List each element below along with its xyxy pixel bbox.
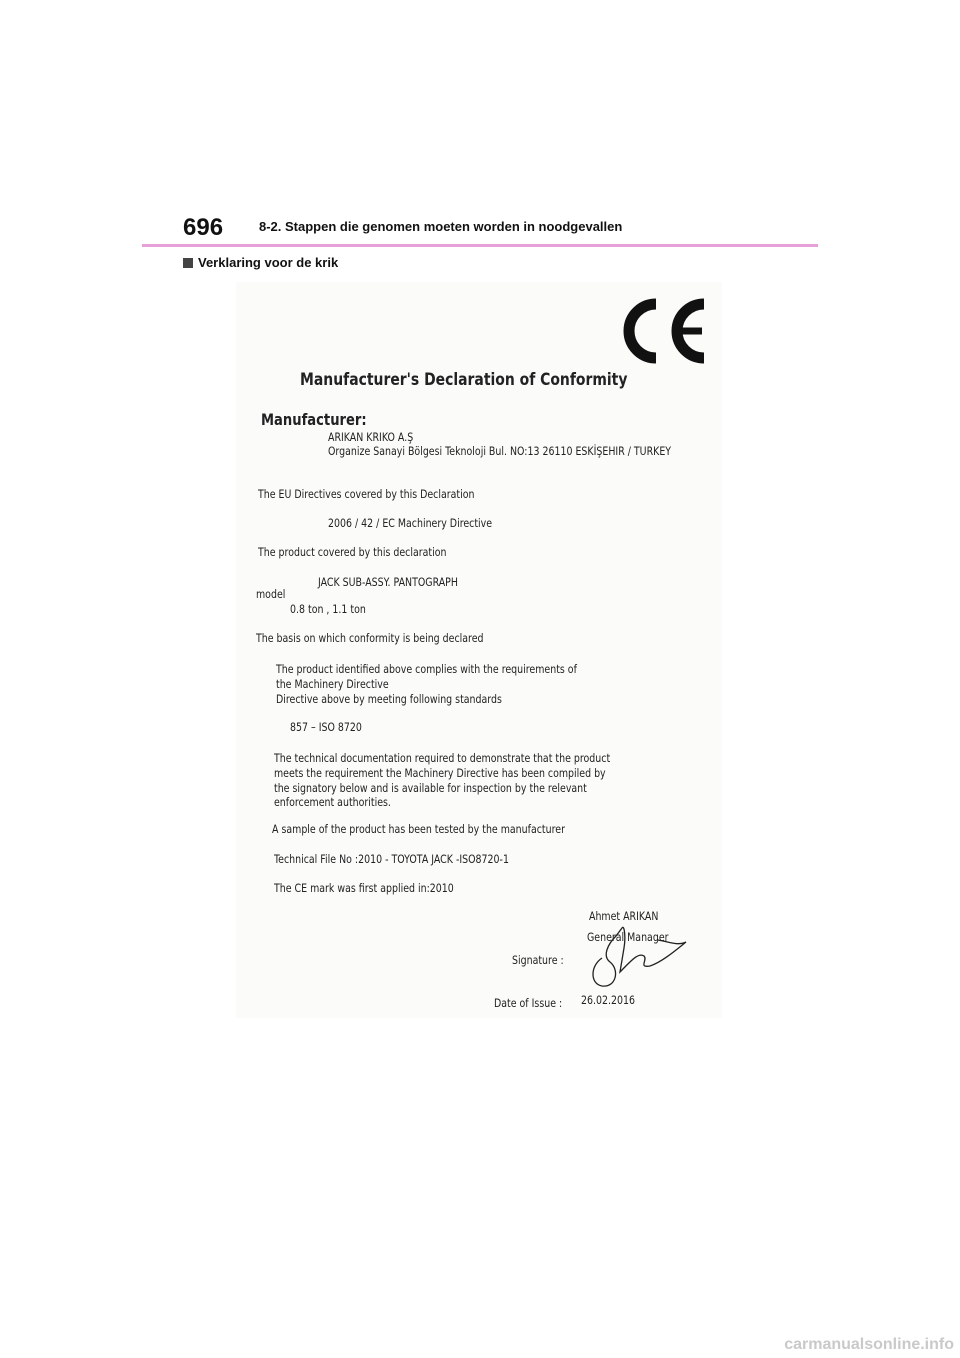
model-label: model <box>256 587 286 601</box>
square-bullet-icon <box>183 258 193 268</box>
technical-file: Technical File No :2010 - TOYOTA JACK -ISO8720-1 <box>274 852 509 866</box>
declaration-title: Manufacturer's Declaration of Conformity <box>300 370 628 390</box>
technical-line-3: the signatory below and is available for inspection by the relevant <box>274 781 587 795</box>
signature-label: Signature : <box>512 953 564 967</box>
technical-line-1: The technical documentation required to demonstrate that the product <box>274 751 611 765</box>
basis-label: The basis on which conformity is being declared <box>256 631 484 645</box>
signer-name: Ahmet ARIKAN <box>589 909 659 923</box>
directive-value: 2006 / 42 / EC Machinery Directive <box>328 516 493 530</box>
footer-watermark: carmanualsonline.info <box>784 1336 954 1353</box>
basis-line-1: The product identified above complies with the requirements of <box>276 662 577 676</box>
product-label: The product covered by this declaration <box>258 545 447 559</box>
manufacturer-name: ARIKAN KRIKO A.Ş <box>328 430 414 444</box>
section-title: 8-2. Stappen die genomen moeten worden in noodgevallen <box>259 219 623 234</box>
subheading <box>183 255 338 270</box>
technical-line-2: meets the requirement the Machinery Directive has been compiled by <box>274 766 606 780</box>
signature-drawing <box>586 922 690 992</box>
basis-line-2: the Machinery Directive <box>276 677 389 691</box>
basis-line-3: Directive above by meeting following standards <box>276 692 502 706</box>
directives-label: The EU Directives covered by this Declaration <box>258 487 475 501</box>
technical-line-4: enforcement authorities. <box>274 795 391 809</box>
ce-mark-logo <box>614 292 714 372</box>
subheading-text: Verklaring voor de krik <box>198 255 339 270</box>
page-number: 696 <box>183 214 224 241</box>
ce-applied: The CE mark was first applied in:2010 <box>274 881 454 895</box>
standard-value: 857 – ISO 8720 <box>290 720 362 734</box>
date-value: 26.02.2016 <box>581 993 636 1007</box>
manufacturer-address: Organize Sanayi Bölgesi Teknoloji Bul. NO:13 26110 ESKİŞEHIR / TURKEY <box>328 444 672 458</box>
header-rule <box>142 244 818 247</box>
signer-title: General Manager <box>587 930 669 944</box>
declaration-scan <box>236 282 722 1018</box>
manufacturer-label: Manufacturer: <box>261 410 367 429</box>
date-label: Date of Issue : <box>494 996 563 1010</box>
sample-text: A sample of the product has been tested by the manufacturer <box>272 822 565 836</box>
product-name: JACK SUB-ASSY. PANTOGRAPH <box>318 575 458 589</box>
model-value: 0.8 ton , 1.1 ton <box>290 602 366 616</box>
